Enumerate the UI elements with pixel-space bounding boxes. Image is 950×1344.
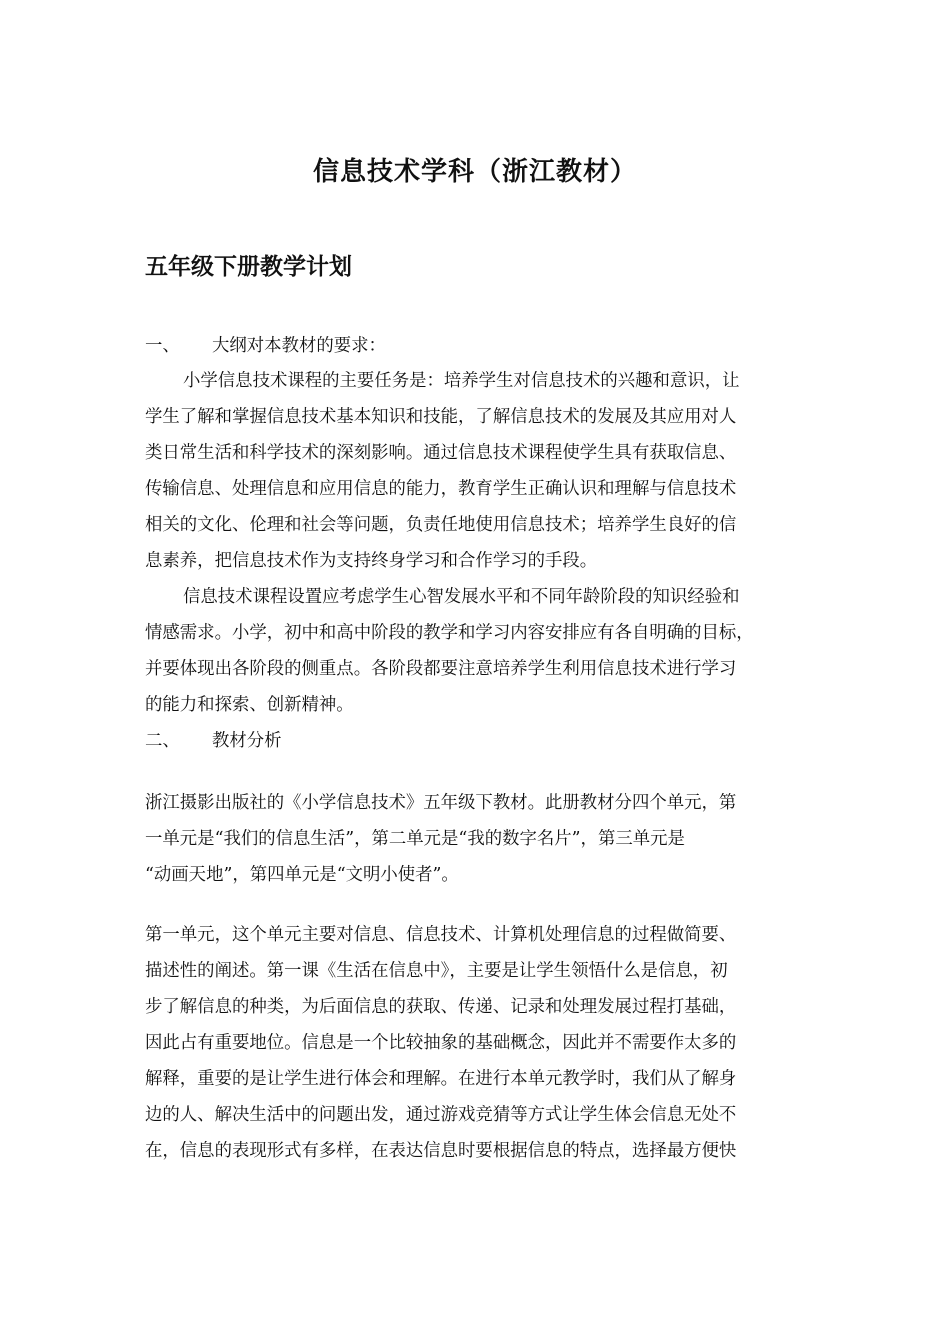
paragraph-line: “动画天地”，第四单元是“文明小使者”。: [145, 865, 459, 885]
section-number: 二、: [145, 731, 180, 751]
paragraph-line: 解释，重要的是让学生进行体会和理解。在进行本单元教学时，我们从了解身: [145, 1069, 737, 1089]
paragraph-line: 小学信息技术课程的主要任务是：培养学生对信息技术的兴趣和意识，让: [183, 371, 740, 391]
section-number: 一、: [145, 336, 180, 356]
paragraph-line: 相关的文化、伦理和社会等问题，负责任地使用信息技术；培养学生良好的信: [145, 515, 737, 535]
document-subtitle: 五年级下册教学计划: [145, 254, 352, 280]
paragraph-line: 情感需求。小学，初中和高中阶段的教学和学习内容安排应有各自明确的目标，: [145, 623, 754, 643]
section-title: 大纲对本教材的要求：: [212, 336, 386, 356]
paragraph-line: 第一单元，这个单元主要对信息、信息技术、计算机处理信息的过程做简要、: [145, 925, 737, 945]
section-title: 教材分析: [212, 731, 282, 751]
document-title: 信息技术学科（浙江教材）: [312, 157, 637, 187]
paragraph-line: 并要体现出各阶段的侧重点。各阶段都要注意培养学生利用信息技术进行学习: [145, 659, 737, 679]
paragraph-line: 传输信息、处理信息和应用信息的能力，教育学生正确认识和理解与信息技术: [145, 479, 737, 499]
paragraph-line: 在，信息的表现形式有多样，在表达信息时要根据信息的特点，选择最方便快: [145, 1141, 737, 1161]
paragraph-line: 息素养，把信息技术作为支持终身学习和合作学习的手段。: [145, 551, 598, 571]
paragraph-line: 一单元是“我们的信息生活”，第二单元是“我的数字名片”，第三单元是: [145, 829, 685, 849]
paragraph-line: 学生了解和掌握信息技术基本知识和技能，了解信息技术的发展及其应用对人: [145, 407, 737, 427]
paragraph-line: 描述性的阐述。第一课《生活在信息中》，主要是让学生领悟什么是信息，初: [145, 961, 728, 981]
paragraph-line: 信息技术课程设置应考虑学生心智发展水平和不同年龄阶段的知识经验和: [183, 587, 740, 607]
paragraph-line: 步了解信息的种类，为后面信息的获取、传递、记录和处理发展过程打基础，: [145, 997, 737, 1017]
paragraph-line: 浙江摄影出版社的《小学信息技术》五年级下教材。此册教材分四个单元，第: [145, 793, 737, 813]
paragraph-line: 的能力和探索、创新精神。: [145, 695, 354, 715]
paragraph-line: 边的人、解决生活中的问题出发，通过游戏竞猜等方式让学生体会信息无处不: [145, 1105, 737, 1125]
paragraph-line: 类日常生活和科学技术的深刻影响。通过信息技术课程使学生具有获取信息、: [145, 443, 737, 463]
section-heading-2: [145, 728, 282, 754]
section-heading-1: [145, 333, 386, 359]
paragraph-line: 因此占有重要地位。信息是一个比较抽象的基础概念，因此并不需要作太多的: [145, 1033, 737, 1053]
